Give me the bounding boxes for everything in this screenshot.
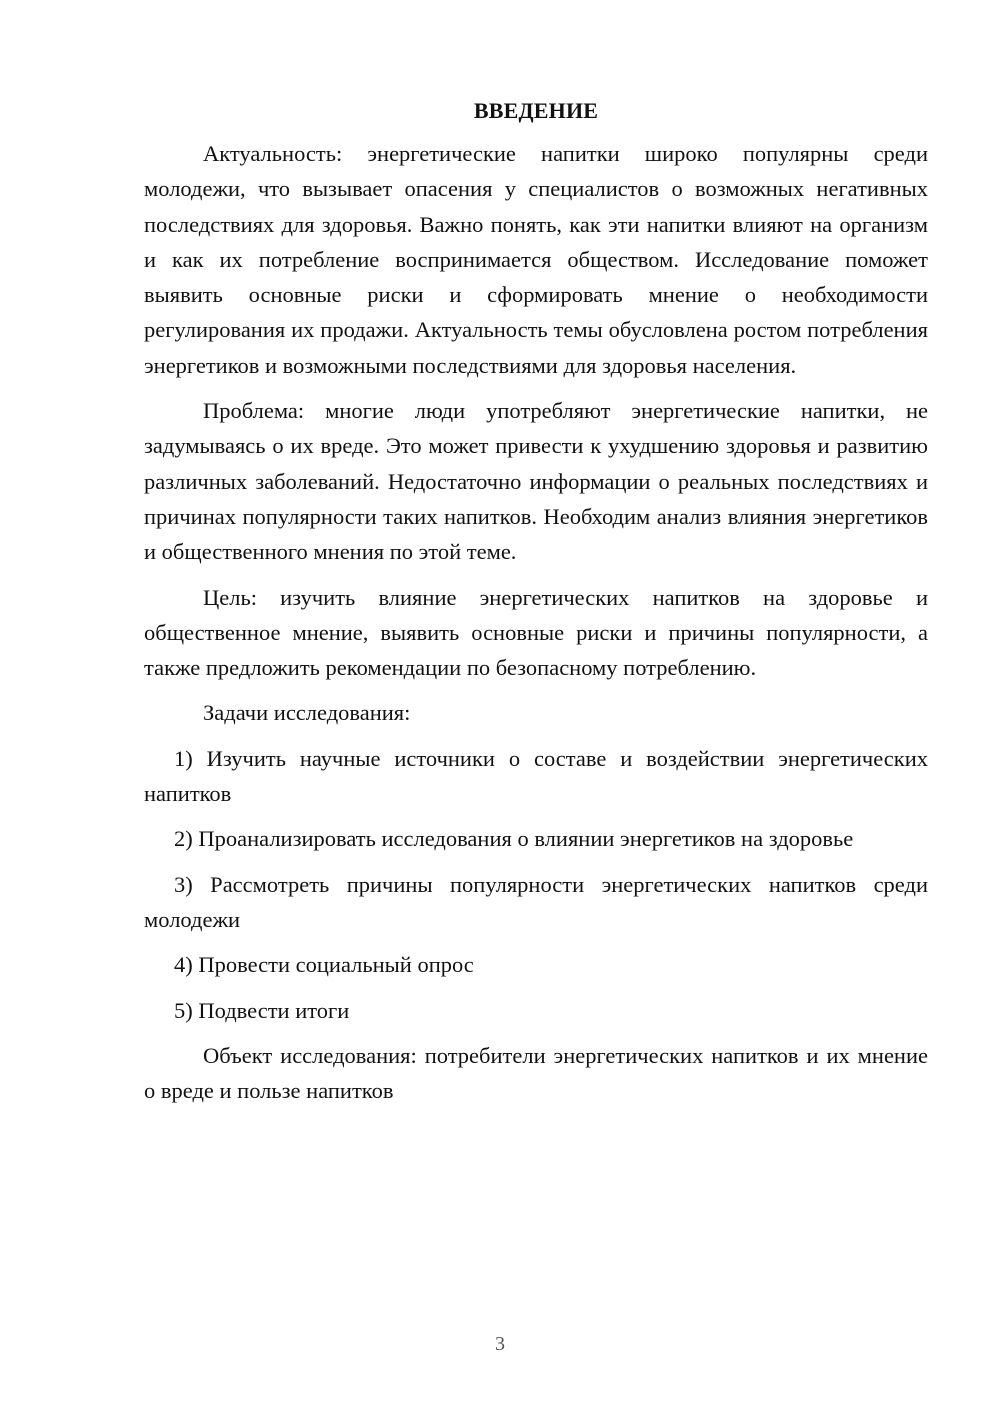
- task-item-4: 4) Провести социальный опрос: [174, 952, 474, 978]
- tasks-title: Задачи исследования:: [203, 700, 411, 726]
- task-item-5: 5) Подвести итоги: [174, 997, 350, 1023]
- page-number: 3: [495, 1333, 505, 1355]
- task-item-2: 2) Проанализировать исследования о влиянии энергетиков на здоровье: [174, 826, 854, 852]
- task-item-1: 1) Изучить научные источники о составе и воздействии энергетических напитков: [144, 745, 928, 807]
- paragraph-relevance: Актуальность: энергетические напитки широко популярны среди молодежи, что вызывает опасения у специалистов о возможных негативных последствиях для здоровья. Важно понять, как эти напитки влияют на организм и как их потребление воспринимается обществом. Исследование поможет выявить основные риски и сформировать мнение о необходимости регулирования их продажи. Актуальность темы обусловлена ростом потребления энергетиков и возможными последствиями для здоровья населения.: [144, 141, 928, 378]
- paragraph-goal: Цель: изучить влияние энергетических напитков на здоровье и общественное мнение, выявить основные риски и причины популярности, а также предложить рекомендации по безопасному потреблению.: [144, 584, 928, 681]
- task-item-3: 3) Рассмотреть причины популярности энергетических напитков среди молодежи: [144, 871, 928, 932]
- page-content: [144, 96, 928, 1118]
- paragraph-problem: Проблема: многие люди употребляют энергетические напитки, не задумываясь о их вреде. Это может привести к ухудшению здоровья и развитию различных заболеваний. Недостаточно информации о реальных последствиях и причинах популярности таких напитков. Необходим анализ влияния энергетиков и общественного мнения по этой теме.: [144, 398, 928, 565]
- section-heading: ВВЕДЕНИЕ: [473, 98, 599, 123]
- paragraph-object: Объект исследования: потребители энергетических напитков и их мнение о вреде и пользе напитков: [144, 1042, 928, 1104]
